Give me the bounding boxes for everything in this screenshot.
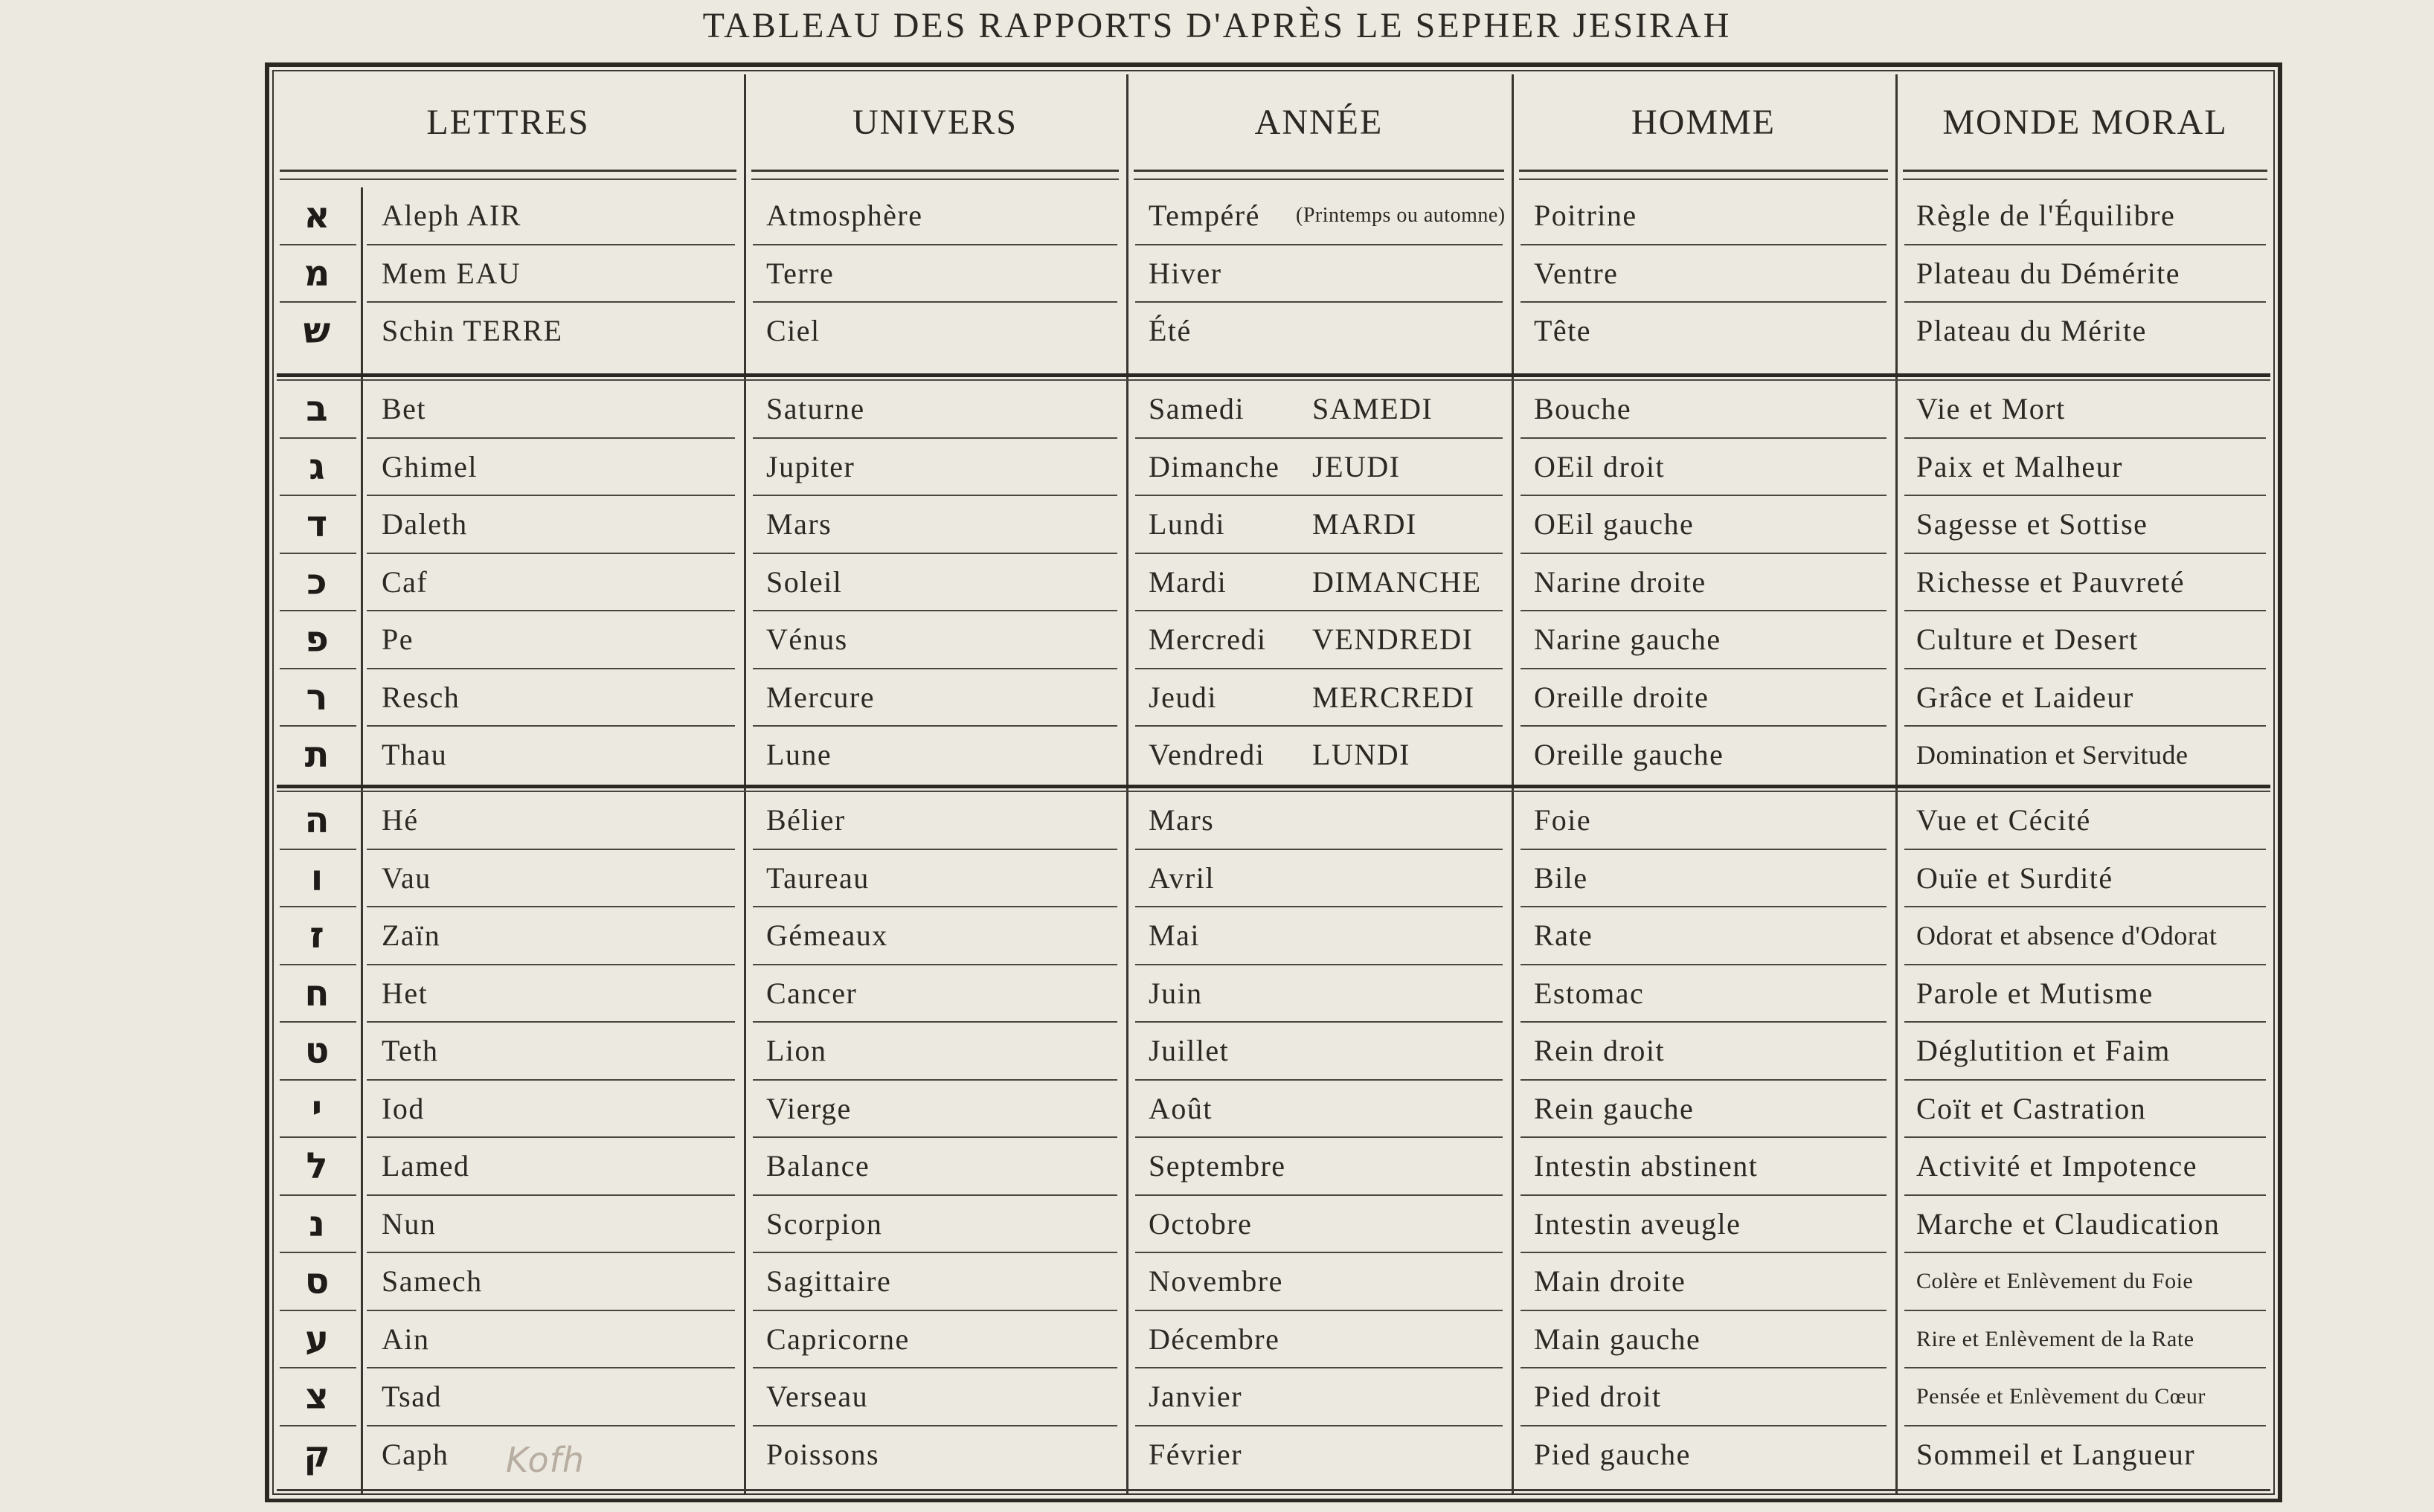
univers-value: Vierge xyxy=(766,1091,852,1125)
homme-value: Oreille gauche xyxy=(1534,738,1724,771)
planet-day-value: JEUDI xyxy=(1312,449,1401,483)
page-title: TABLEAU DES RAPPORTS D'APRÈS LE SEPHER JESIRAH xyxy=(702,6,1732,45)
homme-value: Poitrine xyxy=(1534,199,1637,232)
homme-value: Foie xyxy=(1534,803,1592,837)
homme-value: Narine droite xyxy=(1534,564,1706,599)
univers-value: Ciel xyxy=(766,314,821,347)
homme-value: Pied gauche xyxy=(1534,1437,1691,1471)
annee-value: Juin xyxy=(1149,976,1203,1010)
header-rule xyxy=(1134,178,1504,180)
header-rule xyxy=(1903,170,2267,172)
monde-moral-value: Grâce et Laideur xyxy=(1916,680,2134,714)
annee-value: Décembre xyxy=(1149,1322,1280,1356)
annee-value: Dimanche xyxy=(1149,449,1280,483)
header-univers: UNIVERS xyxy=(852,103,1018,142)
univers-value: Scorpion xyxy=(766,1206,883,1241)
annee-note: (Printemps ou automne) xyxy=(1296,204,1506,227)
univers-value: Mars xyxy=(766,507,832,541)
hebrew-letter: ב xyxy=(306,388,328,430)
homme-value: Intestin aveugle xyxy=(1534,1206,1741,1241)
handwritten-annotation: Kofh xyxy=(506,1440,585,1480)
homme-value: Main droite xyxy=(1534,1264,1686,1298)
homme-value: Bile xyxy=(1534,860,1588,895)
univers-value: Lune xyxy=(766,738,832,771)
homme-value: Narine gauche xyxy=(1534,623,1721,656)
homme-value: Rate xyxy=(1534,919,1593,952)
letter-name: Caf xyxy=(382,564,428,599)
section-separator xyxy=(277,373,2270,377)
univers-value: Lion xyxy=(766,1034,827,1067)
monde-moral-value: Vie et Mort xyxy=(1916,392,2066,425)
annee-value: Janvier xyxy=(1149,1380,1243,1413)
monde-moral-value: Paix et Malheur xyxy=(1916,449,2123,483)
letter-name: Tsad xyxy=(382,1380,442,1413)
hebrew-letter: ח xyxy=(304,972,330,1014)
header-homme: HOMME xyxy=(1631,103,1776,142)
homme-value: Ventre xyxy=(1534,256,1619,290)
letter-name: Mem EAU xyxy=(382,256,521,290)
univers-value: Gémeaux xyxy=(766,919,888,952)
letter-name: Schin TERRE xyxy=(382,314,563,347)
letter-name: Hé xyxy=(382,803,419,837)
letter-name: Vau xyxy=(382,860,431,895)
univers-value: Atmosphère xyxy=(766,199,923,232)
header-rule xyxy=(751,178,1119,180)
letter-name: Thau xyxy=(382,738,448,771)
hebrew-letter: ק xyxy=(304,1433,330,1476)
homme-value: Tête xyxy=(1534,314,1592,347)
letter-name: Samech xyxy=(382,1264,483,1298)
annee-value: Août xyxy=(1149,1091,1213,1125)
hebrew-letter: ש xyxy=(303,310,331,352)
letter-name: Caph xyxy=(382,1437,449,1471)
monde-moral-value: Vue et Cécité xyxy=(1916,803,2091,837)
hebrew-letter: ז xyxy=(309,915,324,956)
monde-moral-value: Déglutition et Faim xyxy=(1916,1034,2171,1067)
hebrew-letter: נ xyxy=(309,1203,325,1245)
univers-value: Bélier xyxy=(766,803,846,837)
annee-value: Lundi xyxy=(1149,507,1226,541)
homme-value: Rein gauche xyxy=(1534,1091,1695,1125)
header-rule xyxy=(1903,178,2267,180)
letter-name: Teth xyxy=(382,1034,439,1067)
hebrew-letter: צ xyxy=(305,1376,329,1418)
monde-moral-value: Rire et Enlèvement de la Rate xyxy=(1916,1326,2194,1351)
header-rule xyxy=(1519,178,1888,180)
hebrew-letter: ס xyxy=(304,1261,330,1302)
header-rule xyxy=(280,178,736,180)
monde-moral-value: Plateau du Démérite xyxy=(1916,256,2181,290)
letter-name: Lamed xyxy=(382,1149,470,1183)
univers-value: Cancer xyxy=(766,976,858,1010)
annee-value: Novembre xyxy=(1149,1264,1283,1298)
bottom-rule xyxy=(277,1489,2270,1491)
annee-value: Mercredi xyxy=(1149,623,1267,656)
header-rule xyxy=(1519,170,1888,172)
row-rule xyxy=(367,610,735,611)
monde-moral-value: Ouïe et Surdité xyxy=(1916,860,2113,895)
univers-value: Capricorne xyxy=(766,1322,910,1356)
header-rule xyxy=(751,170,1119,172)
annee-value: Octobre xyxy=(1149,1206,1253,1241)
monde-moral-value: Activité et Impotence xyxy=(1916,1149,2198,1183)
planet-day-value: MERCREDI xyxy=(1312,680,1475,714)
univers-value: Saturne xyxy=(766,392,865,425)
univers-value: Poissons xyxy=(766,1437,880,1471)
homme-value: Rein droit xyxy=(1534,1034,1666,1067)
annee-value: Mars xyxy=(1149,803,1215,837)
monde-moral-value: Odorat et absence d'Odorat xyxy=(1916,921,2218,950)
annee-value: Vendredi xyxy=(1149,738,1265,771)
homme-value: OEil droit xyxy=(1534,449,1666,483)
letter-name: Het xyxy=(382,976,428,1010)
homme-value: Oreille droite xyxy=(1534,680,1709,714)
hebrew-letter: א xyxy=(304,195,330,237)
homme-value: Bouche xyxy=(1534,392,1632,425)
hebrew-letter: ע xyxy=(305,1318,329,1360)
hebrew-letter: כ xyxy=(306,561,327,603)
univers-value: Taureau xyxy=(766,860,870,895)
planet-day-value: MARDI xyxy=(1312,507,1417,541)
univers-value: Sagittaire xyxy=(766,1264,892,1298)
hebrew-letter: מ xyxy=(304,252,330,295)
hebrew-letter: פ xyxy=(305,619,329,660)
letter-name: Ghimel xyxy=(382,449,478,483)
letter-name: Zaïn xyxy=(382,919,441,952)
univers-value: Mercure xyxy=(766,680,875,714)
annee-value: Mardi xyxy=(1149,564,1227,599)
letter-name: Aleph AIR xyxy=(382,199,521,232)
univers-value: Soleil xyxy=(766,564,843,599)
univers-value: Jupiter xyxy=(766,449,855,483)
header-monde-moral: MONDE MORAL xyxy=(1942,103,2228,142)
monde-moral-value: Coït et Castration xyxy=(1916,1091,2147,1125)
glyph-column-divider xyxy=(361,187,363,1495)
annee-value: Hiver xyxy=(1149,256,1222,290)
planet-day-value: SAMEDI xyxy=(1312,392,1433,425)
planet-day-value: DIMANCHE xyxy=(1312,564,1482,599)
letter-name: Daleth xyxy=(382,507,468,541)
header-rule xyxy=(280,170,736,172)
monde-moral-value: Pensée et Enlèvement du Cœur xyxy=(1916,1384,2206,1409)
monde-moral-value: Plateau du Mérite xyxy=(1916,314,2147,347)
monde-moral-value: Colère et Enlèvement du Foie xyxy=(1916,1269,2194,1293)
homme-value: Estomac xyxy=(1534,976,1645,1010)
planet-day-value: VENDREDI xyxy=(1312,623,1474,656)
hebrew-letter: ד xyxy=(306,504,328,545)
hebrew-letter: ג xyxy=(309,445,325,488)
letter-name: Resch xyxy=(382,680,460,714)
univers-value: Verseau xyxy=(766,1380,869,1413)
header-rule xyxy=(1134,170,1504,172)
annee-value: Avril xyxy=(1149,860,1215,895)
hebrew-letter: ת xyxy=(304,734,330,776)
letter-name: Ain xyxy=(382,1322,430,1356)
letter-name: Pe xyxy=(382,623,414,656)
annee-value: Jeudi xyxy=(1149,680,1217,714)
hebrew-letter: ה xyxy=(304,800,330,841)
annee-value: Septembre xyxy=(1149,1149,1286,1183)
hebrew-letter: ר xyxy=(306,676,328,718)
annee-value: Tempéré xyxy=(1149,199,1260,232)
monde-moral-value: Culture et Desert xyxy=(1916,623,2139,656)
letter-name: Nun xyxy=(382,1206,437,1241)
annee-value: Samedi xyxy=(1149,392,1245,425)
planet-day-value: LUNDI xyxy=(1312,738,1410,771)
monde-moral-value: Marche et Claudication xyxy=(1916,1206,2221,1241)
univers-value: Terre xyxy=(766,256,835,290)
homme-value: Intestin abstinent xyxy=(1534,1149,1759,1183)
homme-value: Pied droit xyxy=(1534,1380,1662,1413)
homme-value: OEil gauche xyxy=(1534,507,1695,541)
hebrew-letter: ל xyxy=(306,1145,328,1187)
letter-name: Iod xyxy=(382,1091,425,1125)
header-lettres: LETTRES xyxy=(426,103,590,142)
univers-value: Vénus xyxy=(766,623,848,656)
annee-value: Mai xyxy=(1149,919,1200,952)
annee-value: Été xyxy=(1149,314,1192,347)
monde-moral-value: Sagesse et Sottise xyxy=(1916,507,2148,541)
annee-value: Février xyxy=(1149,1437,1243,1471)
header-annee: ANNÉE xyxy=(1254,103,1384,142)
monde-moral-value: Règle de l'Équilibre xyxy=(1916,199,2176,232)
monde-moral-value: Domination et Servitude xyxy=(1916,740,2189,770)
hebrew-letter: י xyxy=(311,1087,323,1130)
section-separator xyxy=(277,785,2270,788)
letter-name: Bet xyxy=(382,392,427,425)
homme-value: Main gauche xyxy=(1534,1322,1701,1356)
hebrew-letter: ו xyxy=(310,857,324,899)
monde-moral-value: Sommeil et Langueur xyxy=(1916,1437,2196,1471)
monde-moral-value: Richesse et Pauvreté xyxy=(1916,564,2185,599)
univers-value: Balance xyxy=(766,1149,870,1183)
monde-moral-value: Parole et Mutisme xyxy=(1916,976,2154,1010)
hebrew-letter: ט xyxy=(304,1030,330,1072)
annee-value: Juillet xyxy=(1149,1034,1230,1067)
